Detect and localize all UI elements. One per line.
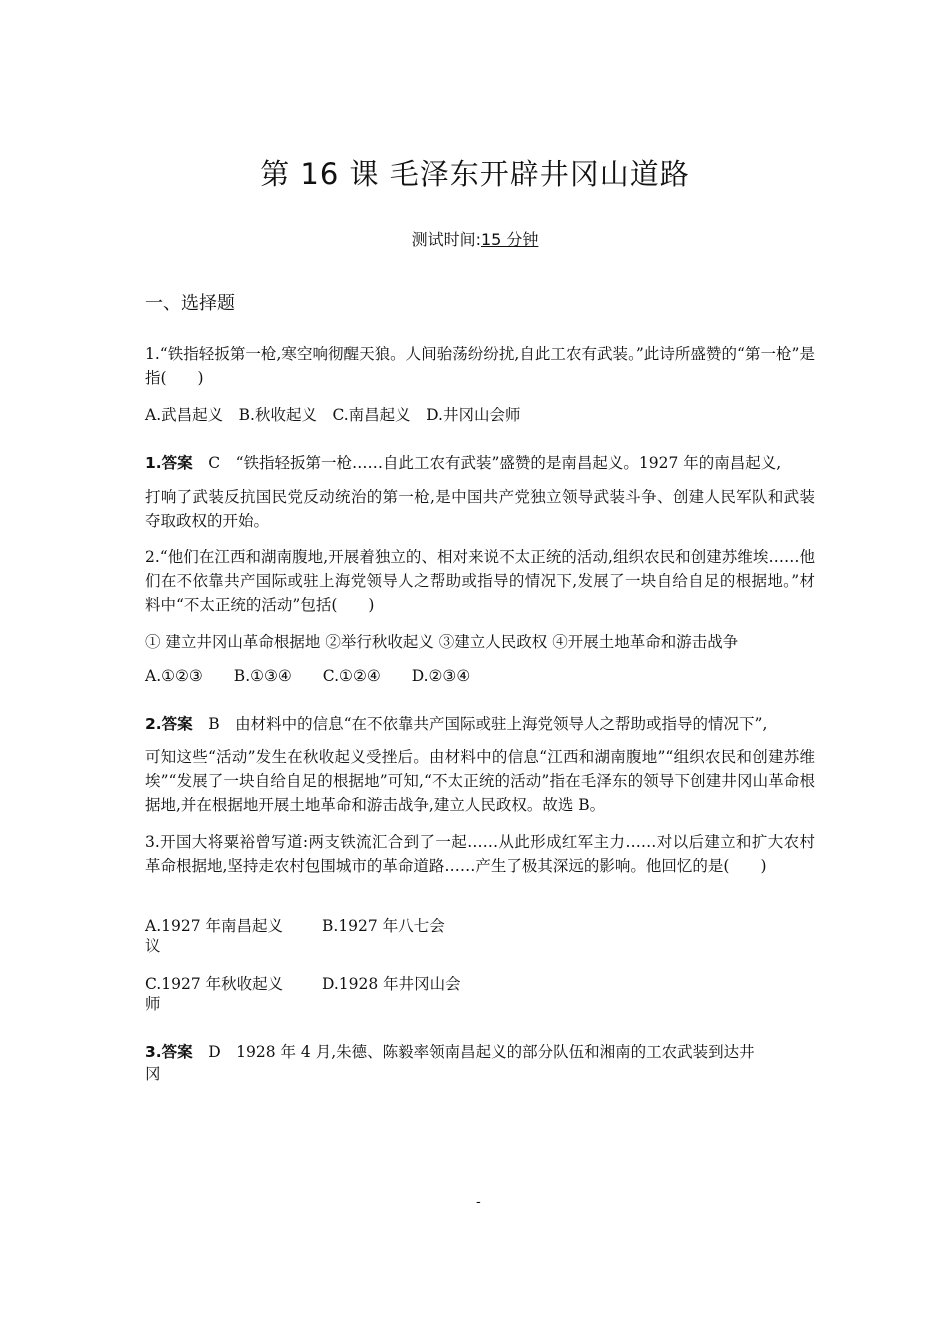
q3-answer-text: D 1928 年 4 月,朱德、陈毅率领南昌起义的部分队伍和湘南的工农武装到达井 bbox=[208, 1043, 755, 1061]
q2-answer-text: B 由材料中的信息“在不依靠共产国际或驻上海党领导人之帮助或指导的情况下”, bbox=[208, 715, 768, 733]
q2-answer bbox=[145, 712, 767, 736]
section-heading: 一、选择题 bbox=[145, 293, 235, 314]
q3-option-d-wrap: 师 bbox=[145, 995, 161, 1013]
q3-option-d: D.1928 年井冈山会 bbox=[322, 975, 461, 993]
page-title: 第 16 课 毛泽东开辟井冈山道路 bbox=[260, 157, 690, 191]
q3-option-a: A.1927 年南昌起义 bbox=[145, 917, 283, 935]
q2-answer-label: 2.答案 bbox=[145, 715, 193, 733]
q3-answer bbox=[145, 1040, 755, 1064]
q2-options: A.①②③ B.①③④ C.①②④ D.②③④ bbox=[145, 667, 471, 685]
q1-answer-text: C “铁指轻扳第一枪……自此工农有武装”盛赞的是南昌起义。1927 年的南昌起义, bbox=[208, 454, 782, 472]
test-time bbox=[0, 227, 950, 250]
q1-answer-cont: 打响了武装反抗国民党反动统治的第一枪,是中国共产党独立领导武装斗争、创建人民军队和武装夺取政权的开始。 bbox=[145, 488, 815, 530]
q1-answer bbox=[145, 451, 781, 475]
q1-stem: 1.“铁指轻扳第一枪,寒空响彻醒天狼。人间骀荡纷纷扰,自此工农有武装。”此诗所盛赞的“第一枪”是指( ) bbox=[145, 345, 815, 387]
q3-option-b-wrap: 议 bbox=[145, 937, 161, 955]
q2-items: ① 建立井冈山革命根据地 ②举行秋收起义 ③建立人民政权 ④开展土地革命和游击战争 bbox=[145, 633, 739, 651]
q2-answer-cont: 可知这些“活动”发生在秋收起义受挫后。由材料中的信息“江西和湖南腹地”“组织农民和创建苏维埃”“发展了一块自给自足的根据地”可知,“不太正统的活动”指在毛泽东的领导下创建井冈山革命根据地,并在根据地开展土地革命和游击战争,建立人民政权。故选 B。 bbox=[145, 748, 815, 814]
q1-options: A.武昌起义 B.秋收起义 C.南昌起义 D.井冈山会师 bbox=[145, 406, 521, 424]
q3-answer-wrap: 冈 bbox=[145, 1065, 161, 1083]
test-time-label: 测试时间: bbox=[411, 230, 481, 249]
q3-answer-label: 3.答案 bbox=[145, 1043, 193, 1061]
q1-answer-label: 1.答案 bbox=[145, 454, 193, 472]
q3-option-c: C.1927 年秋收起义 bbox=[145, 975, 284, 993]
q2-stem: 2.“他们在江西和湖南腹地,开展着独立的、相对来说不太正统的活动,组织农民和创建苏维埃……他们在不依靠共产国际或驻上海党领导人之帮助或指导的情况下,发展了一块自给自足的根据地。”材料中“不太正统的活动”包括( ) bbox=[145, 548, 815, 614]
page-mark: - bbox=[476, 1194, 481, 1210]
q3-option-b: B.1927 年八七会 bbox=[322, 917, 445, 935]
q3-stem: 3.开国大将粟裕曾写道:两支铁流汇合到了一起……从此形成红军主力……对以后建立和扩大农村革命根据地,坚持走农村包围城市的革命道路……产生了极其深远的影响。他回忆的是( ) bbox=[145, 833, 815, 875]
test-time-value: 15 分钟 bbox=[480, 230, 539, 249]
